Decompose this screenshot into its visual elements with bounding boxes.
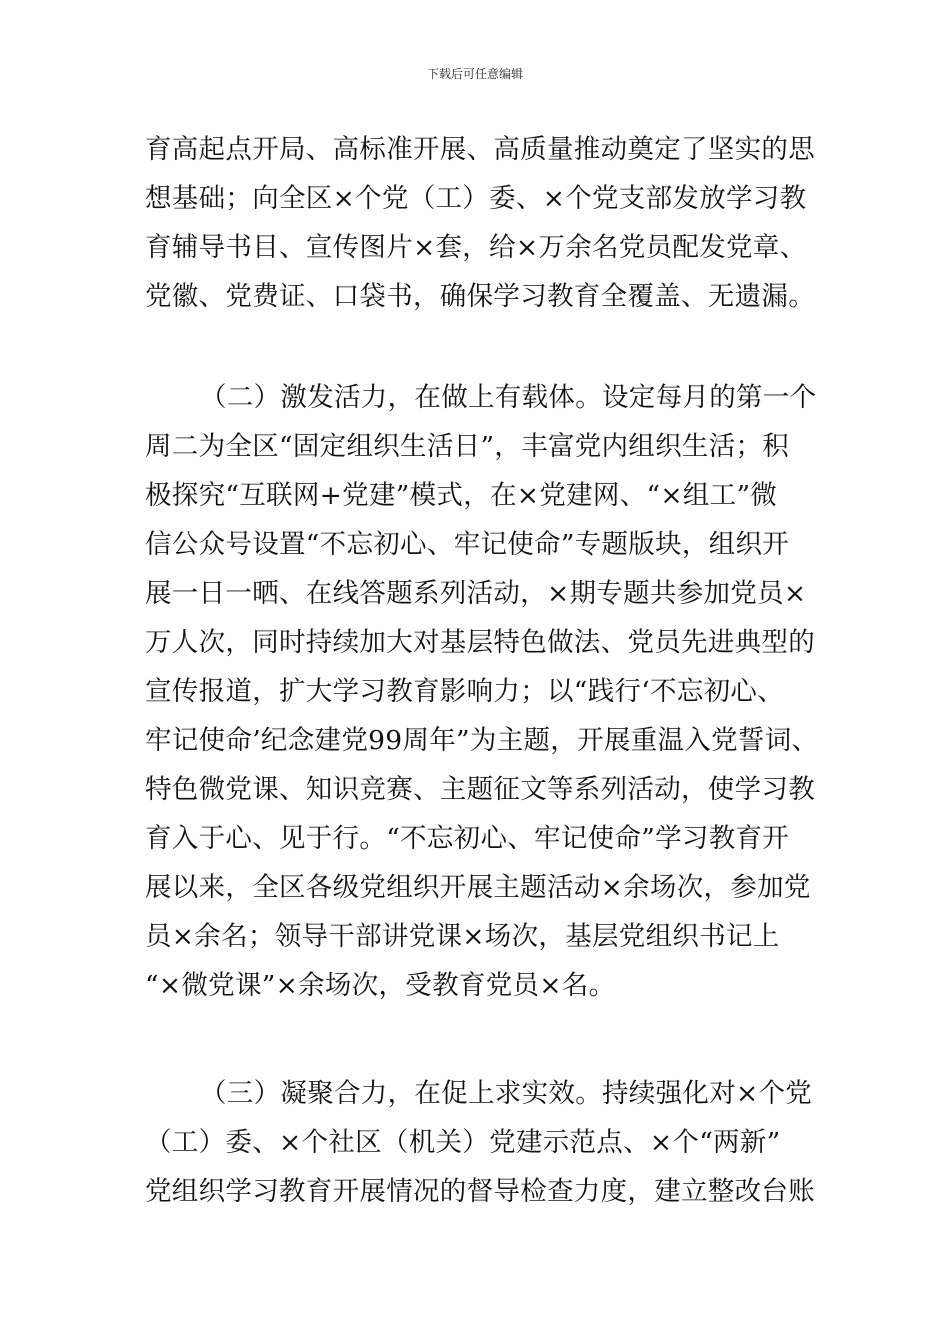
paragraph-2-line-11: 展以来，全区各级党组织开展主题活动×余场次，参加党 (145, 872, 811, 903)
paragraph-2-line-12: 员×余名；领导干部讲党课×场次，基层党组织书记上 (145, 921, 780, 952)
paragraph-2-line-9: 特色微党课、知识竞赛、主题征文等系列活动，使学习教 (145, 774, 815, 805)
paragraph-1-line-2: 想基础；向全区×个党（工）委、×个党支部发放学习教 (145, 183, 807, 214)
paragraph-2-line-5: 展一日一晒、在线答题系列活动，×期专题共参加党员× (145, 578, 807, 609)
paragraph-2-line-2: 周二为全区“固定组织生活日”，丰富党内组织生活；积 (145, 431, 790, 462)
paragraph-2-line-6: 万人次，同时持续加大对基层特色做法、党员先进典型的 (145, 627, 815, 658)
paragraph-1-line-1: 育高起点开局、高标准开展、高质量推动奠定了坚实的思 (145, 134, 815, 165)
paragraph-2-line-13: “×微党课”×余场次，受教育党员×名。 (145, 970, 616, 1001)
paragraph-1-line-3: 育辅导书目、宣传图片×套，给×万余名党员配发党章、 (145, 232, 807, 263)
paragraph-3-line-3: 党组织学习教育开展情况的督导检查力度，建立整改台账 (145, 1176, 815, 1207)
paragraph-2-line-3: 极探究“互联网+党建”模式，在×党建网、“×组工”微 (145, 480, 778, 511)
paragraph-2-line-7: 宣传报道，扩大学习教育影响力；以“践行‘不忘初心、 (145, 676, 784, 707)
paragraph-1-line-4: 党徽、党费证、口袋书，确保学习教育全覆盖、无遗漏。 (145, 281, 815, 312)
paragraph-3-line-1: （三）凝聚合力，在促上求实效。持续强化对×个党 (200, 1078, 813, 1109)
paragraph-2-line-1: （二）激发活力，在做上有载体。设定每月的第一个 (200, 382, 817, 413)
paragraph-3-line-2: （工）委、×个社区（机关）党建示范点、×个“两新” (145, 1127, 781, 1158)
paragraph-2-line-10: 育入于心、见于行。“不忘初心、牢记使命”学习教育开 (145, 823, 790, 854)
header-note: 下载后可任意编辑 (426, 67, 523, 81)
paragraph-2-line-4: 信公众号设置“不忘初心、牢记使命”专题版块，组织开 (145, 529, 790, 560)
paragraph-2-line-8: 牢记使命’纪念建党99周年”为主题，开展重温入党誓词、 (145, 725, 819, 756)
